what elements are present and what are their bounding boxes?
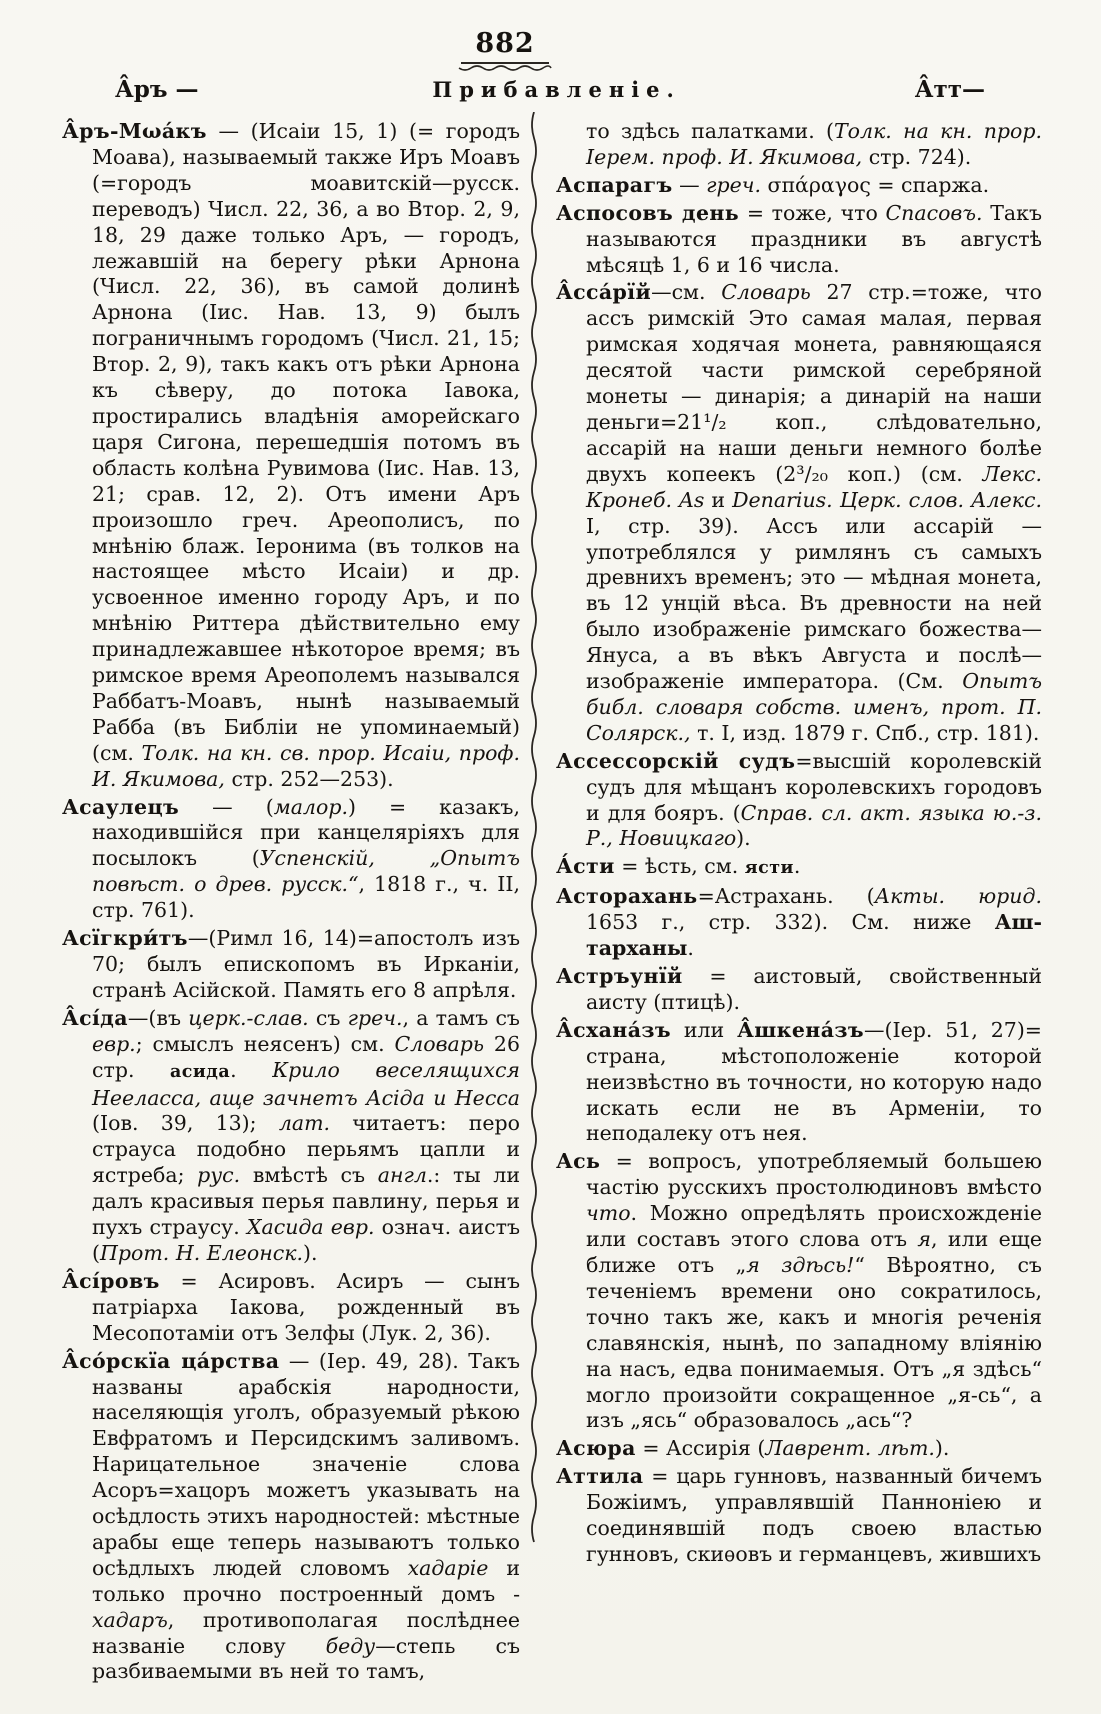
italic-citation: Крило веселящихся Нееласса, аще зачнетъ Асіда и Несса xyxy=(92,1057,520,1110)
italic-citation: я xyxy=(917,1227,931,1252)
dictionary-entry: Асїгкри́тъ—(Римл 16, 14)=апостолъ изъ 70; былъ епископомъ въ Ирканіи, странѣ Асійской. Память его 8 апрѣля. xyxy=(62,926,520,1002)
italic-citation: Справ. сл. акт. языка ю.-з. Р., Новицкаго xyxy=(586,800,1042,851)
dictionary-entry: А̂схана́зъ или А̂шкена́зъ—(Іер. 51, 27)= страна, мѣстоположеніе которой неизвѣстно въ точности, но которую надо искать если не въ Арменіи, то неподалеку отъ нея. xyxy=(556,1017,1042,1146)
dictionary-entry: Астръунїй = аистовый, свойственный аисту (птицѣ). xyxy=(556,964,1042,1014)
italic-citation: Словарь xyxy=(721,280,811,305)
italic-citation: малор. xyxy=(273,794,348,819)
headword: Ась xyxy=(556,1149,601,1174)
right-column xyxy=(556,117,1042,1568)
headword: Асюра xyxy=(556,1436,636,1461)
headword: Астръунїй xyxy=(556,964,683,988)
page-number-block xyxy=(0,28,1010,73)
dictionary-entry: А̂сі́ровъ = Асировъ. Асиръ — сынъ патріарха Іакова, рожденный въ Месопотаміи отъ Зелфы (Лук. 2, 36). xyxy=(62,1268,520,1345)
italic-citation: Словарь xyxy=(394,1031,485,1056)
italic-citation: Хасида евр. xyxy=(246,1215,375,1240)
italic-citation: хадаріе xyxy=(407,1555,489,1580)
headword: А̂схана́зъ xyxy=(556,1017,671,1042)
headword: А̂сі́ровъ xyxy=(62,1268,160,1293)
headword: А̂ръ-Мωа́къ xyxy=(62,119,207,143)
italic-citation: Толк. на кн. св. прор. Исаіи, проф. И. Якимова, xyxy=(92,740,520,791)
dictionary-entry: Аспарагъ — греч. σπάραγος = спаржа. xyxy=(556,172,990,197)
dictionary-entry: Асторахань=Астрахань. (Акты. юрид. 1653 г., стр. 332). См. ниже Аш-тарханы. xyxy=(556,884,1042,961)
italic-citation: греч. xyxy=(706,172,762,197)
italic-citation: евр. xyxy=(92,1031,136,1056)
column-divider xyxy=(528,112,540,1568)
italic-citation: Прот. Н. Елеонск. xyxy=(100,1240,303,1265)
headword: А̂со́рскїа ца́рства xyxy=(62,1348,280,1373)
dictionary-entry: А̂ръ-Мωа́къ — (Исаіи 15, 1) (= городъ Моава), называемый также Иръ Моавъ (=городъ моавитскій—русск. переводъ) Числ. 22, 36, а во Втор. 2, 9, 18, 29 даже только Аръ, — городъ, лежавшій на берегу рѣки Арнона (Числ. 22, 36), въ самой долинѣ Арнона (Іис. Нав. 13, 9) былъ пограничнымъ городомъ (Числ. 21, 15; Втор. 2, 9), такъ какъ отъ рѣки Арнона къ сѣверу, до потока Іавока, простирались владѣнія аморейскаго царя Сигона, перешедшія потомъ въ область колѣна Рувимова (Іис. Нав. 13, 21; срав. 12, 2). Отъ имени Аръ произошло греч. Ареополисъ, по мнѣнію блаж. Іеронима (въ толков на настоящее мѣсто Исаіи) и др. усвоенное именно городу Аръ, и по мнѣнію Риттера дѣйствительно ему принадлежавшее нѣкоторое время; въ римское время Ареополемъ назывался Раббатъ-Моавъ, нынѣ называемый Рабба (въ Библіи не упоминаемый) (см. Толк. на кн. св. прор. Исаіи, проф. И. Якимова, стр. 252—253). xyxy=(62,119,520,791)
italic-citation: Спасовъ. xyxy=(885,200,983,225)
headword: А̂сі́да xyxy=(62,1005,128,1030)
italic-citation: Толк. на кн. прор. Іерем. проф. И. Якимова, xyxy=(586,119,1042,169)
dictionary-entry: А̂сса́рїй—см. Словарь 27 стр.=тоже, что ассъ римскій Это самая малая, первая римская ходячая монета, равняющаяся десятой части римской серебряной монеты — динарія; а динарій на наши деньги=21¹/₂ коп., слѣдовательно, ассарій на наши деньги немного болѣе двухъ копеекъ (2³/₂₀ коп.) (см. Лекс. Кронеб. As и Denarius. Церк. слов. Алекс. I, стр. 39). Ассъ или ассарій — употреблялся у римлянъ съ самыхъ древнихъ временъ; это — мѣдная монета, въ 12 унцій вѣса. Въ древности на ней было изображеніе римскаго божества—Януса, а въ вѣкъ Августа и послѣ—изображеніе императора. (См. Опытъ библ. словаря собств. именъ, прот. П. Солярск., т. I, изд. 1879 г. Спб., стр. 181). xyxy=(556,280,1042,745)
headword: Аспарагъ xyxy=(556,172,673,197)
italic-citation: Denarius. Церк. слов. Алекс. xyxy=(732,487,1042,512)
page-number-wavy-rule xyxy=(457,65,553,73)
running-heads xyxy=(115,76,985,103)
headword: Аттила xyxy=(556,1464,644,1489)
dictionary-entry: Асюра = Ассирія (Лаврент. лѣт.). xyxy=(556,1436,950,1461)
left-column xyxy=(62,117,520,1685)
italic-citation: я здѣсь! xyxy=(746,1252,855,1277)
page-number: 882 xyxy=(475,28,535,59)
italic-citation: лат. xyxy=(278,1111,331,1136)
entry-continuation: то здѣсь палатками. (Толк. на кн. прор. Іерем. проф. И. Якимова, стр. 724). xyxy=(586,119,1042,169)
headword: Аспосовъ день xyxy=(556,200,740,225)
italic-citation: Успенскій, „Опытъ повѣст. о древ. русск.“ xyxy=(92,846,520,897)
page-number-rule xyxy=(461,62,549,64)
italic-citation: Акты. юрид. xyxy=(874,884,1042,909)
running-head-right: А̂тт— xyxy=(914,76,985,103)
running-head-left: А̂ръ — xyxy=(115,76,199,103)
headword: А́сти xyxy=(556,854,615,879)
headword: Асторахань xyxy=(556,884,698,909)
italic-citation: Лекс. Кронеб. As xyxy=(586,461,1042,512)
dictionary-entry: Асаулецъ — (малор.) = казакъ, находившійся при канцеляріяхъ для посылокъ (Успенскій, „Опытъ повѣст. о древ. русск.“, 1818 г., ч. II, стр. 761). xyxy=(62,794,520,923)
dictionary-entry: А̂сі́да—(въ церк.-слав. съ греч., а тамъ съ евр.; смыслъ неясенъ) см. Словарь 26 стр. асида. Крило веселящихся Нееласса, аще зачнетъ Асіда и Несса (Іов. 39, 13); лат. читаетъ: перо страуса подобно перьямъ цапли и ястреба; рус. вмѣстѣ съ англ.: ты ли далъ красивыя перья павлину, перья и пухъ страусу. Хасида евр. означ. аистъ (Прот. Н. Елеонск.). xyxy=(62,1005,520,1265)
italic-citation: рус. xyxy=(197,1163,241,1188)
headword: Асаулецъ xyxy=(62,794,180,819)
headword: Ассессорскій судъ xyxy=(556,748,796,773)
headword: А̂сса́рїй xyxy=(556,280,652,305)
church-slavonic-text: асида xyxy=(170,1061,231,1082)
italic-citation: церк.-слав. xyxy=(188,1005,309,1030)
italic-citation: англ xyxy=(377,1163,427,1188)
italic-citation: хадаръ xyxy=(92,1607,168,1632)
headword: А̂шкена́зъ xyxy=(737,1017,864,1042)
dictionary-entry: А́сти = ѣсть, см. ясти. xyxy=(556,854,801,879)
bold-cross-reference: Аш-тарханы xyxy=(586,910,1042,961)
italic-citation: что xyxy=(586,1201,631,1226)
dictionary-entry: Ассессорскій судъ=высшій королевскій судъ для мѣщанъ королевскихъ городовъ и для бояръ. (Справ. сл. акт. языка ю.-з. Р., Новицкаго). xyxy=(556,748,1042,851)
dictionary-entry: А̂со́рскїа ца́рства — (Іер. 49, 28). Такъ названы арабскія народности, населяющія уголъ, образуемый рѣкою Евфратомъ и Персидскимъ заливомъ. Нарицательное значеніе слова Асоръ=хацоръ можетъ указывать на осѣдлость этихъ народностей: мѣстные арабы еще теперь называютъ только осѣдлыхъ людей словомъ хадаріе и только прочно построенный домъ - хадаръ, противополагая послѣднее названіе слову беду—степь съ разбиваемыми въ ней то тамъ, xyxy=(62,1348,520,1684)
running-head-center: Прибавленіе. xyxy=(432,77,681,102)
headword: Асїгкри́тъ xyxy=(62,926,188,951)
dictionary-entry: Ась = вопросъ, употребляемый большею частію русскихъ простолюдиновъ вмѣсто что. Можно опредѣлять происхожденіе или составъ этого слова отъ я, или еще ближе отъ „я здѣсь!“ Вѣроятно, съ теченіемъ времени оно сократилось, точно такъ же, какъ и многія реченія славянскія, нынѣ, по западному вліянію на насъ, едва понимаемыя. Отъ „я здѣсь“ могло произойти сокращенное „я-сь“, а изъ „ясь“ образовалось „ась“? xyxy=(556,1149,1042,1433)
church-slavonic-text: ясти xyxy=(744,858,794,879)
dictionary-entry: Аспосовъ день = тоже, что Спасовъ. Такъ называются праздники въ августѣ мѣсяцѣ 1, 6 и 16 числа. xyxy=(556,200,1042,277)
italic-citation: Опытъ библ. словаря собств. именъ, прот. П. Солярск., xyxy=(586,669,1042,745)
italic-citation: греч. xyxy=(347,1005,403,1030)
italic-citation: Лаврент. лѣт. xyxy=(765,1436,935,1461)
italic-citation: беду xyxy=(325,1633,376,1658)
dictionary-entry: Аттила = царь гунновъ, названный бичемъ Божіимъ, управлявшій Панноніею и соединявшій подъ своею властью гунновъ, скиѳовъ и германцевъ, жившихъ xyxy=(556,1464,1042,1566)
